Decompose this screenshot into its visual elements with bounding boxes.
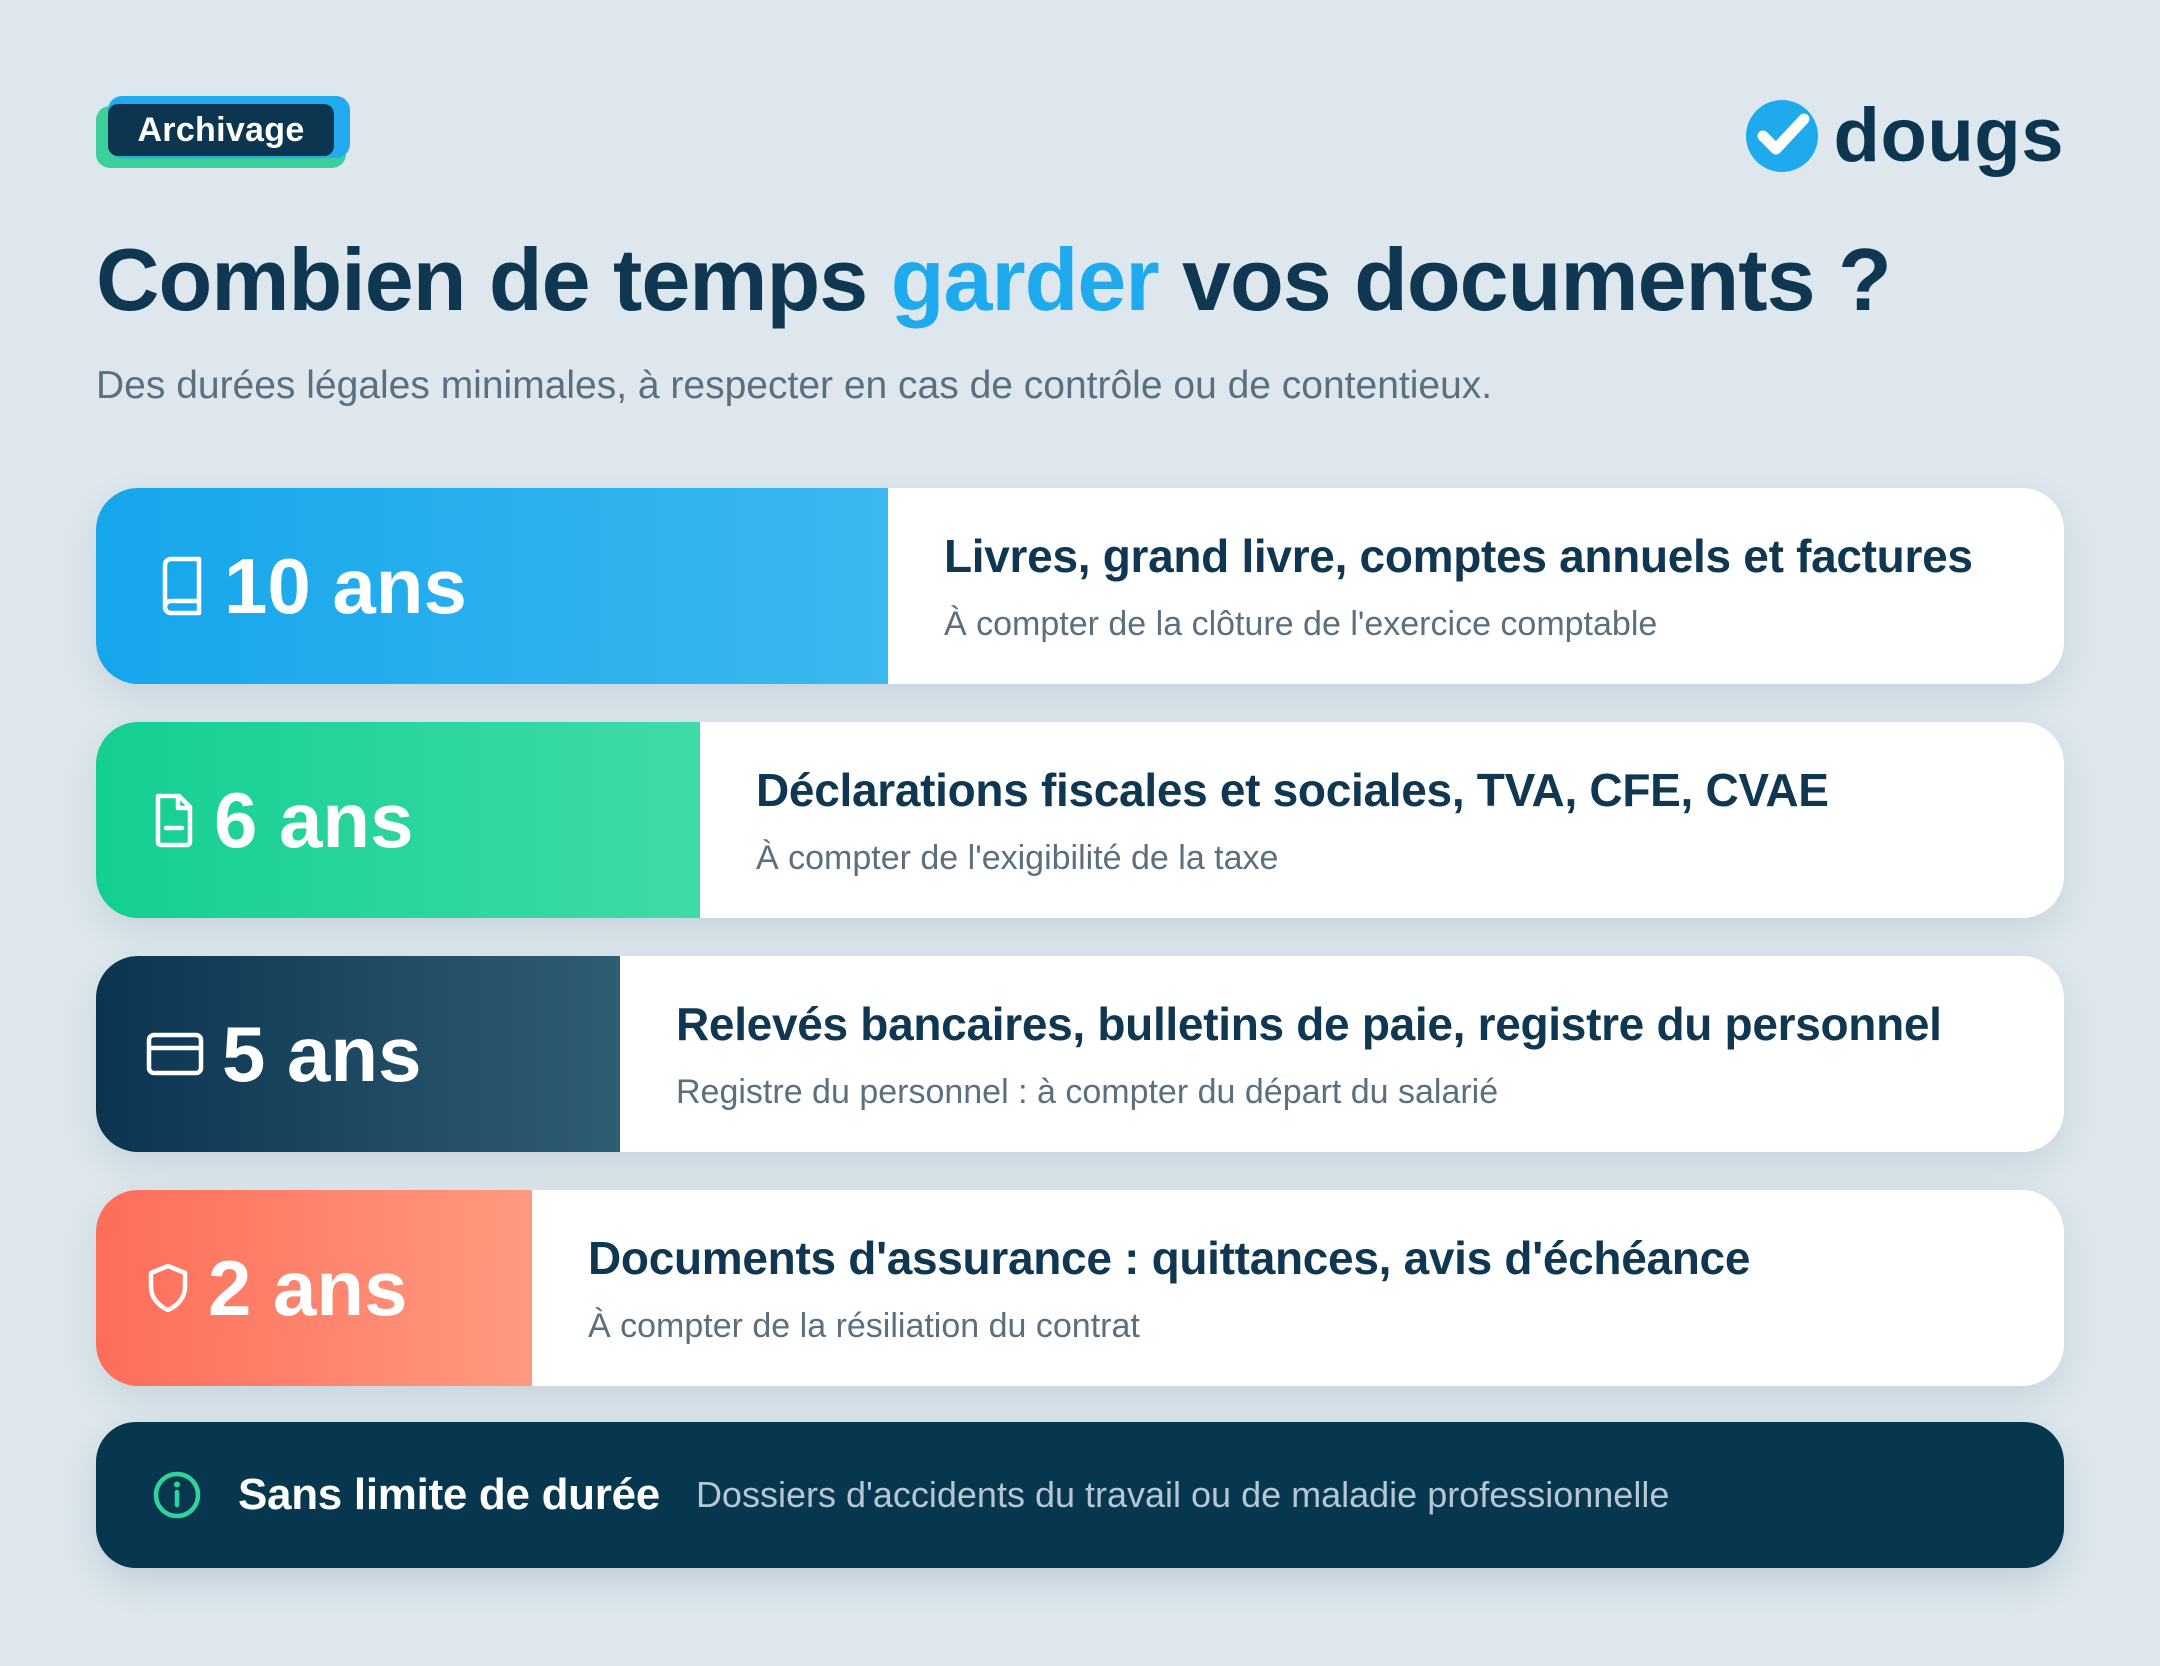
duration-value: 5 ans: [222, 1009, 422, 1098]
unlimited-label: Sans limite de durée: [238, 1470, 660, 1519]
book-icon: [158, 555, 206, 617]
duration-block: [96, 722, 700, 918]
check-circle-icon: [1744, 98, 1820, 174]
retention-row-6-years: [96, 722, 2064, 918]
row-text: [588, 1190, 1750, 1386]
row-title: Relevés bancaires, bulletins de paie, registre du personnel: [676, 997, 1942, 1050]
retention-row-10-years: [96, 488, 2064, 684]
row-subtitle: À compter de l'exigibilité de la taxe: [756, 838, 1279, 877]
page-subtitle: Des durées légales minimales, à respecter en cas de contrôle ou de contentieux.: [96, 364, 1493, 407]
title-part-2: vos documents ?: [1158, 230, 1891, 329]
page-title: [96, 232, 1891, 329]
info-icon: [152, 1470, 202, 1520]
row-title: Documents d'assurance : quittances, avis d'échéance: [588, 1231, 1751, 1284]
row-subtitle: À compter de la clôture de l'exercice comptable: [944, 604, 1658, 643]
retention-row-5-years: [96, 956, 2064, 1152]
title-part-1: Combien de temps: [96, 230, 891, 329]
retention-row-2-years: [96, 1190, 2064, 1386]
row-text: [756, 722, 1829, 918]
row-text: [944, 488, 1973, 684]
category-badge: [96, 96, 352, 170]
dougs-logo: [1744, 93, 2064, 178]
credit-card-icon: [146, 1031, 204, 1077]
row-text: [676, 956, 1942, 1152]
logo-text: dougs: [1833, 93, 2064, 178]
document-icon: [152, 792, 196, 848]
duration-block: [96, 1190, 532, 1386]
row-title: Livres, grand livre, comptes annuels et factures: [944, 529, 1973, 582]
retention-row-unlimited: [96, 1422, 2064, 1568]
duration-block: [96, 488, 888, 684]
duration-value: 6 ans: [214, 775, 414, 864]
duration-value: 2 ans: [208, 1243, 408, 1332]
row-subtitle: À compter de la résiliation du contrat: [588, 1306, 1140, 1345]
duration-value: 10 ans: [224, 541, 467, 630]
row-subtitle: Registre du personnel : à compter du départ du salarié: [676, 1072, 1499, 1111]
row-title: Déclarations fiscales et sociales, TVA, CFE, CVAE: [756, 763, 1829, 816]
duration-block: [96, 956, 620, 1152]
badge-label: Archivage: [108, 104, 334, 156]
shield-icon: [146, 1262, 190, 1314]
unlimited-description: Dossiers d'accidents du travail ou de maladie professionnelle: [695, 1474, 1670, 1515]
title-accent: garder: [890, 230, 1159, 329]
